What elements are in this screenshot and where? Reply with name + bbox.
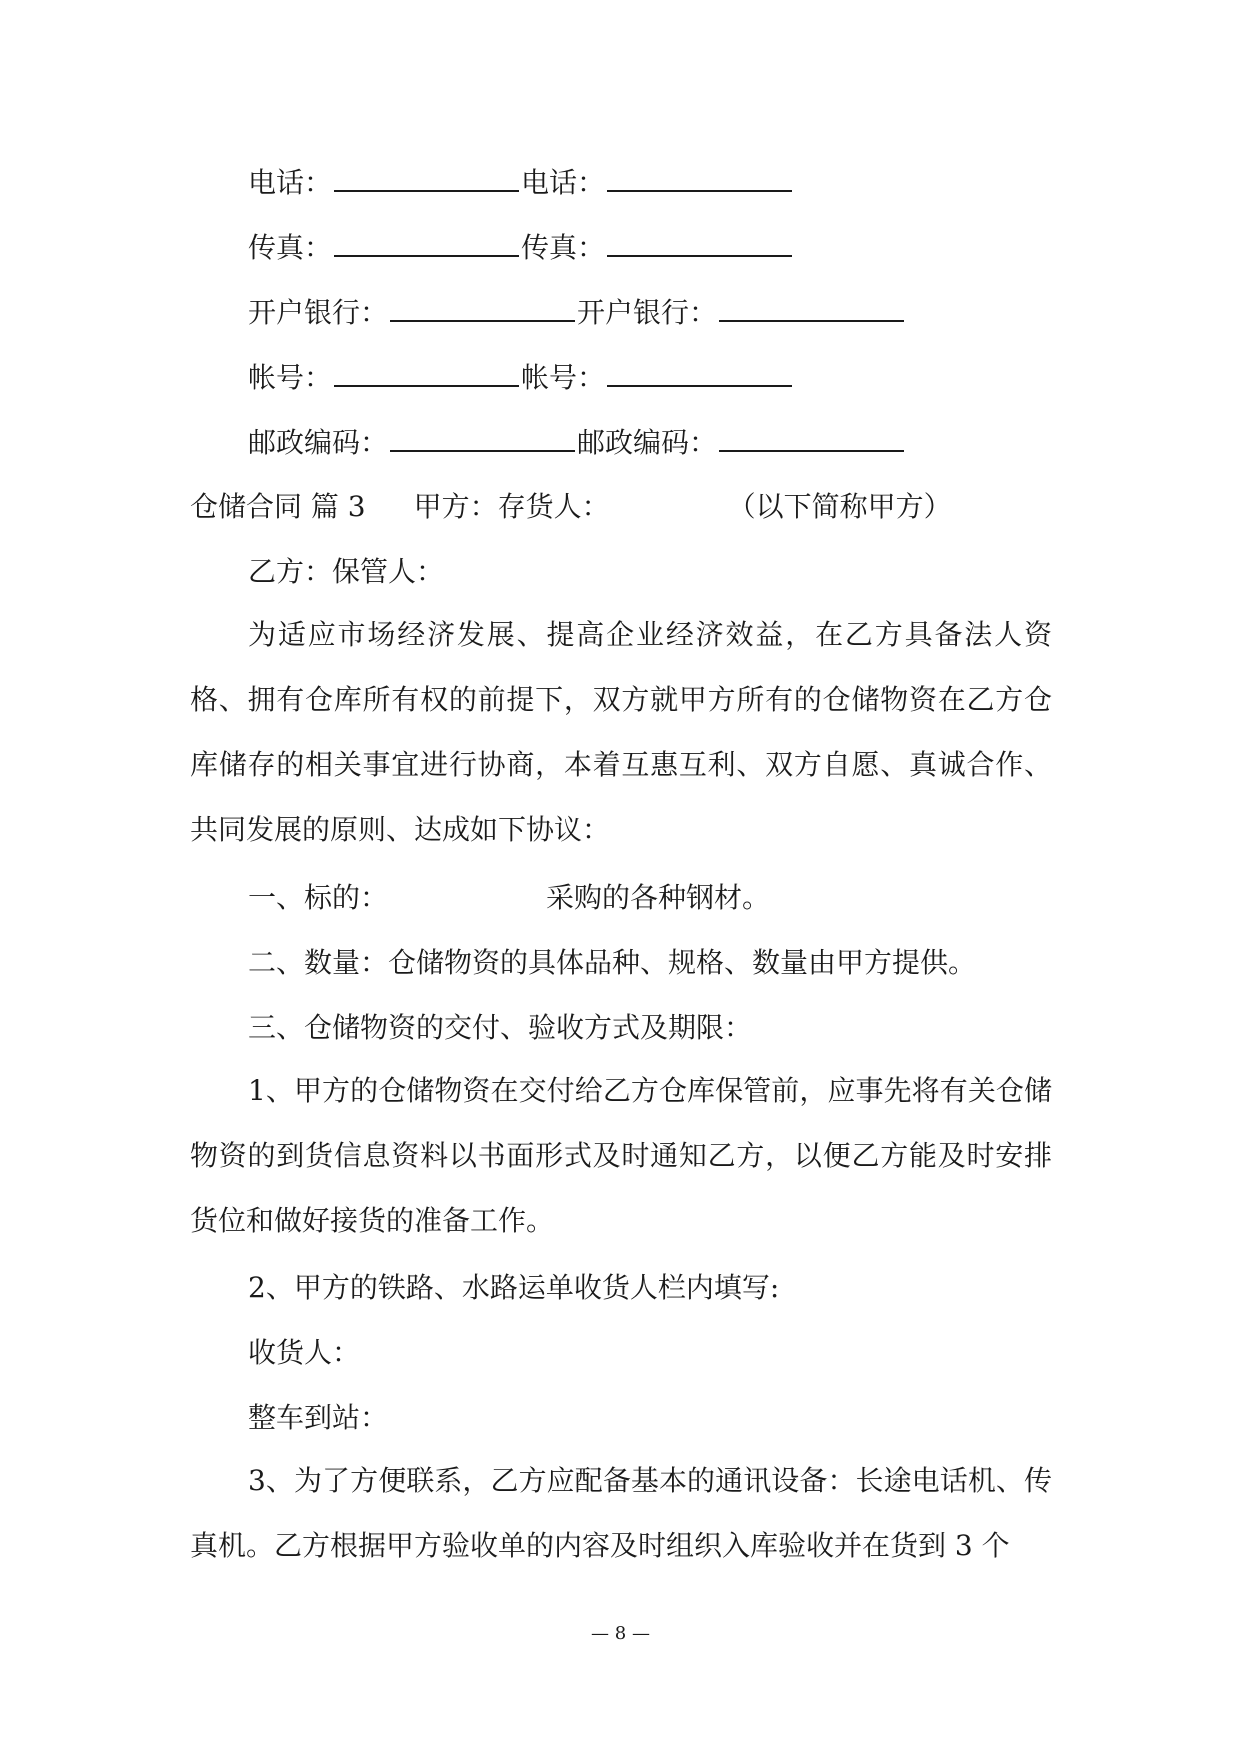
account-label-right: 帐号： bbox=[521, 361, 606, 394]
account-label-left: 帐号： bbox=[248, 361, 333, 394]
fax-blank-right[interactable] bbox=[607, 227, 792, 257]
party-a-abbrev: （以下简称甲方） bbox=[727, 490, 952, 523]
fax-blank-left[interactable] bbox=[334, 227, 519, 257]
account-blank-right[interactable] bbox=[607, 357, 792, 387]
item-3-paragraph: 3、为了方便联系，乙方应配备基本的通讯设备：长途电话机、传真机。乙方根据甲方验收单的内容及时组织入库验收并在货到 3 个 bbox=[190, 1464, 1052, 1562]
contact-row-phone bbox=[248, 162, 794, 203]
contact-row-account bbox=[248, 357, 794, 398]
phone-blank-right[interactable] bbox=[607, 162, 792, 192]
page-number: — 8 — bbox=[591, 1623, 650, 1644]
clause-3: 三、仓储物资的交付、验收方式及期限： bbox=[248, 1011, 753, 1044]
contact-row-postcode bbox=[248, 422, 906, 463]
postcode-blank-right[interactable] bbox=[719, 422, 904, 452]
bank-label-left: 开户银行： bbox=[248, 296, 389, 329]
postcode-blank-left[interactable] bbox=[390, 422, 575, 452]
party-b-line bbox=[248, 552, 444, 592]
clause-1-label: 一、标的： bbox=[248, 881, 389, 914]
station-line: 整车到站： bbox=[248, 1401, 389, 1434]
contract-heading bbox=[190, 487, 952, 527]
clause-1-value: 采购的各种钢材。 bbox=[546, 881, 771, 914]
postcode-label-left: 邮政编码： bbox=[248, 426, 389, 459]
phone-label-right: 电话： bbox=[521, 166, 606, 199]
contact-row-fax bbox=[248, 227, 794, 268]
contact-row-bank bbox=[248, 292, 906, 333]
fax-label-left: 传真： bbox=[248, 231, 333, 264]
postcode-label-right: 邮政编码： bbox=[577, 426, 718, 459]
phone-blank-left[interactable] bbox=[334, 162, 519, 192]
intro-paragraph: 为适应市场经济发展、提高企业经济效益，在乙方具备法人资格、拥有仓库所有权的前提下，双方就甲方所有的仓储物资在乙方仓库储存的相关事宜进行协商，本着互惠互利、双方自愿、真诚合作、共同发展的原则、达成如下协议： bbox=[190, 618, 1052, 846]
clause-2: 二、数量：仓储物资的具体品种、规格、数量由甲方提供。 bbox=[248, 946, 977, 979]
consignee-line: 收货人： bbox=[248, 1336, 361, 1369]
bank-blank-left[interactable] bbox=[390, 292, 575, 322]
account-blank-left[interactable] bbox=[334, 357, 519, 387]
clause-1 bbox=[248, 878, 770, 918]
bank-blank-right[interactable] bbox=[719, 292, 904, 322]
party-b-label: 乙方：保管人： bbox=[248, 555, 445, 588]
bank-label-right: 开户银行： bbox=[577, 296, 718, 329]
item-2: 2、甲方的铁路、水路运单收货人栏内填写: bbox=[248, 1271, 780, 1304]
phone-label-left: 电话： bbox=[248, 166, 333, 199]
party-a-label: 甲方：存货人： bbox=[413, 490, 610, 523]
item-1-paragraph: 1、甲方的仓储物资在交付给乙方仓库保管前，应事先将有关仓储物资的到货信息资料以书面形式及时通知乙方，以便乙方能及时安排货位和做好接货的准备工作。 bbox=[190, 1074, 1052, 1237]
contract-title: 仓储合同 篇 3 bbox=[190, 490, 366, 523]
fax-label-right: 传真： bbox=[521, 231, 606, 264]
